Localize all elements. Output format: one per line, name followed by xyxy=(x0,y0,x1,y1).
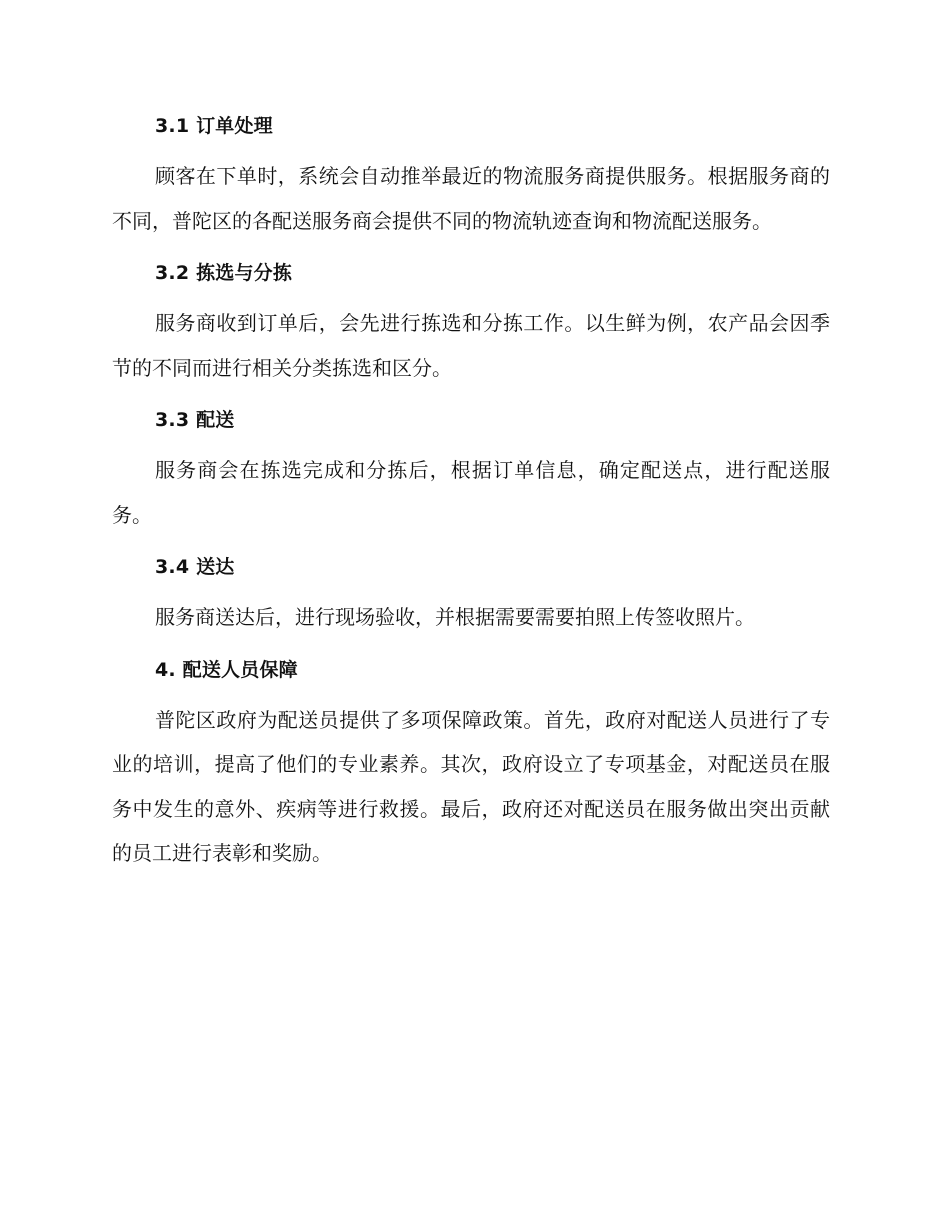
section-heading-3-3: 3.3 配送 xyxy=(155,409,235,431)
section-heading-3-2: 3.2 拣选与分拣 xyxy=(155,262,293,284)
section-heading-4: 4. 配送人员保障 xyxy=(155,658,298,681)
section-body-3-3: 服务商会在拣选完成和分拣后，根据订单信息，确定配送点，进行配送服务。 xyxy=(112,458,830,527)
section-body-3-1: 顾客在下单时，系统会自动推举最近的物流服务商提供服务。根据服务商的不同，普陀区的各配送服务商会提供不同的物流轨迹查询和物流配送服务。 xyxy=(112,164,830,233)
section-body-4: 普陀区政府为配送员提供了多项保障政策。首先，政府对配送人员进行了专业的培训，提高了他们的专业素养。其次，政府设立了专项基金，对配送员在服务中发生的意外、疾病等进行救援。最后，政府还对配送员在服务做出突出贡献的员工进行表彰和奖励。 xyxy=(112,707,830,865)
document-content xyxy=(112,110,830,876)
section-heading-3-4: 3.4 送达 xyxy=(155,556,235,578)
section-heading-3-1: 3.1 订单处理 xyxy=(155,115,273,137)
section-body-3-4: 服务商送达后，进行现场验收，并根据需要需要拍照上传签收照片。 xyxy=(155,605,755,629)
section-body-3-2: 服务商收到订单后，会先进行拣选和分拣工作。以生鲜为例，农产品会因季节的不同而进行相关分类拣选和区分。 xyxy=(112,311,830,380)
